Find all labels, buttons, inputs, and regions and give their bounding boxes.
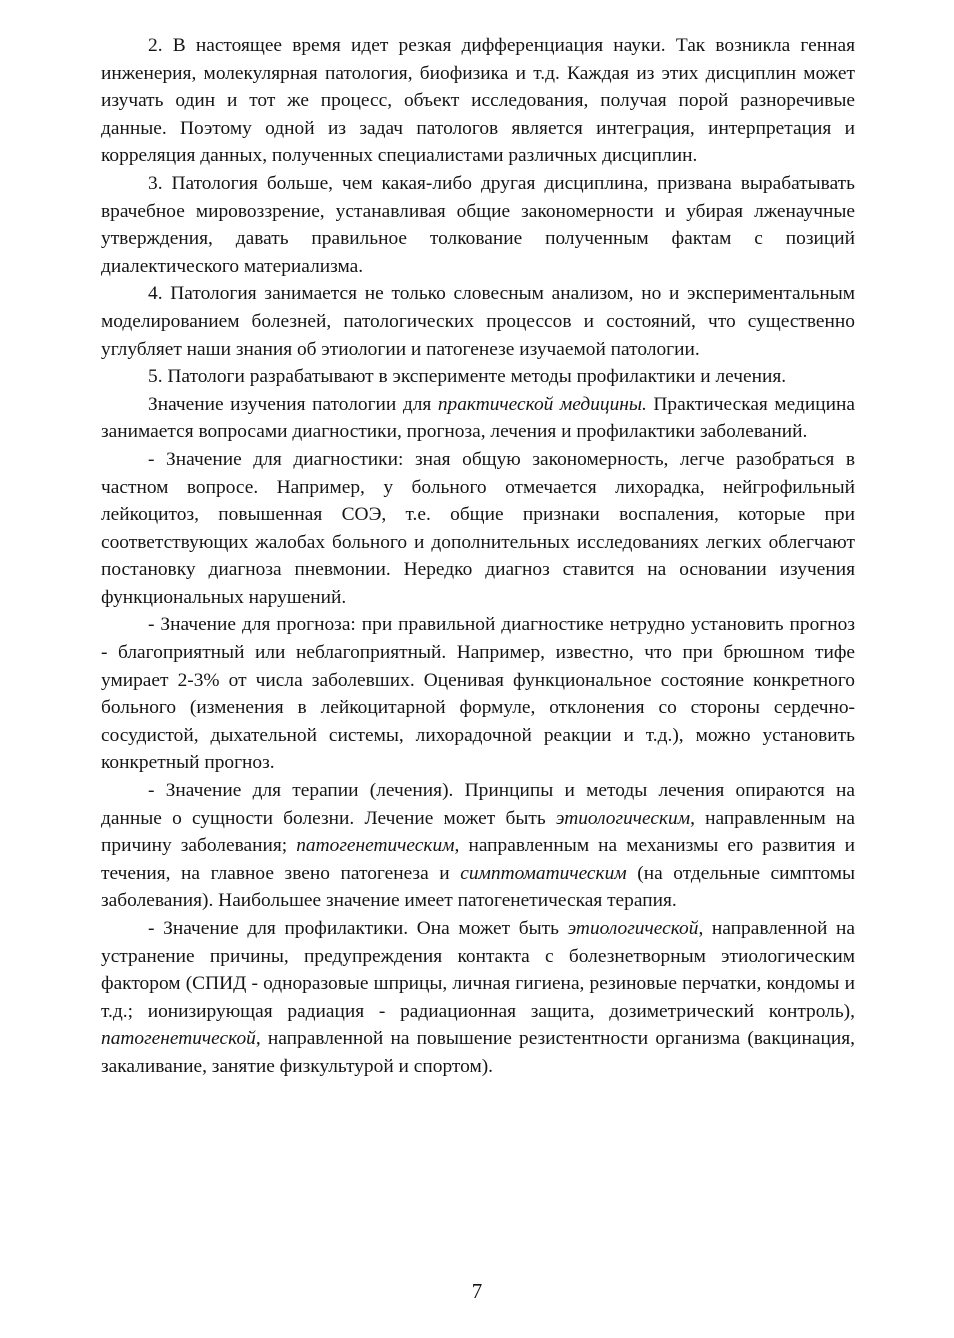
text-run: (на отдельные симптомы заболевания). Наибольшее значение имеет патогенетическая терапия. — [101, 862, 855, 912]
text-run: - Значение для терапии (лечения). Принципы и методы лечения опираются на данные о сущности болезни. Лечение может быть — [101, 780, 855, 829]
italic-term: патогенетической — [101, 1028, 256, 1050]
text-run: , направленным на механизмы его развития и течения, на главное звено патогенеза и — [101, 835, 855, 884]
italic-term: практической медицины. — [437, 393, 647, 415]
text-run: - Значение для профилактики. Она может быть — [148, 918, 568, 939]
italic-term: патогенетическим — [296, 835, 455, 857]
paragraph-therapy — [101, 777, 855, 915]
text-run: , направленной на устранение причины, предупреждения контакта с болезнетворным этиологическим фактором (СПИД - одноразовые шприцы, личная гигиена, резиновые перчатки, кондомы и т.д.; ионизирующая радиация - радиационная защита, дозиметрический контроль), — [101, 918, 855, 1022]
paragraph-2: 2. В настоящее время идет резкая дифференциация науки. Так возникла генная инженерия, молекулярная патология, биофизика и т.д. Каждая из этих дисциплин может изучать один и тот же процесс, объект исследования, получая порой разноречивые данные. Поэтому одной из задач патологов является интеграция, интерпретация и корреляция данных, полученных специалистами различных дисциплин. — [101, 35, 855, 167]
text-run: Значение изучения патологии для — [148, 393, 438, 415]
italic-term: этиологической — [567, 918, 699, 939]
paragraph-5: 5. Патологи разрабатывают в эксперименте методы профилактики и лечения. — [148, 366, 787, 388]
paragraph-prophylaxis — [101, 915, 855, 1081]
text-run: Практическая медицина занимается вопросами диагностики, прогноза, лечения и профилактики заболеваний. — [101, 393, 855, 443]
document-page — [101, 32, 855, 1081]
italic-term: симптоматическим — [460, 862, 627, 884]
paragraph-diagnostics: - Значение для диагностики: зная общую закономерность, легче разобраться в частном вопросе. Например, у больного отмечается лихорадка, нейгрофильный лейкоцитоз, повышенная СОЭ, т.е. общие признаки воспаления, которые при соответствующих жалобах больного и дополнительных исследованиях легких облегчают постановку диагноза пневмонии. Нередко диагноз ставится на основании изучения функциональных нарушений. — [101, 448, 855, 608]
paragraph-prognosis: - Значение для прогноза: при правильной диагностике нетрудно установить прогноз - благоприятный или неблагоприятный. Например, известно, что при брюшном тифе умирает 2-3% от числа заболевших. Оценивая функциональное состояние конкретного больного (изменения в лейкоцитарной формуле, отклонения со стороны сердечно-сосудистой, дыхательной системы, лихорадочной реакции и т.д.), можно установить конкретный прогноз. — [101, 614, 855, 774]
page-number: 7 — [471, 1279, 483, 1303]
italic-term: этиологическим — [555, 807, 691, 829]
paragraph-3: 3. Патология больше, чем какая-либо другая дисциплина, призвана вырабатывать врачебное мировоззрение, устанавливая общие закономерности и убирая лженаучные утверждения, давать правильное толкование полученным фактам с позиций диалектического материализма. — [101, 172, 855, 277]
text-run: , направленной на повышение резистентности организма (вакцинация, закаливание, занятие физкультурой и спортом). — [101, 1028, 855, 1077]
text-run: , направленным на причину заболевания; — [101, 807, 856, 857]
paragraph-practical-medicine — [101, 391, 855, 446]
paragraph-4: 4. Патология занимается не только словесным анализом, но и экспериментальным моделированием болезней, патологических процессов и состояний, что существенно углубляет наши знания об этиологии и патогенезе изучаемой патологии. — [101, 283, 855, 360]
